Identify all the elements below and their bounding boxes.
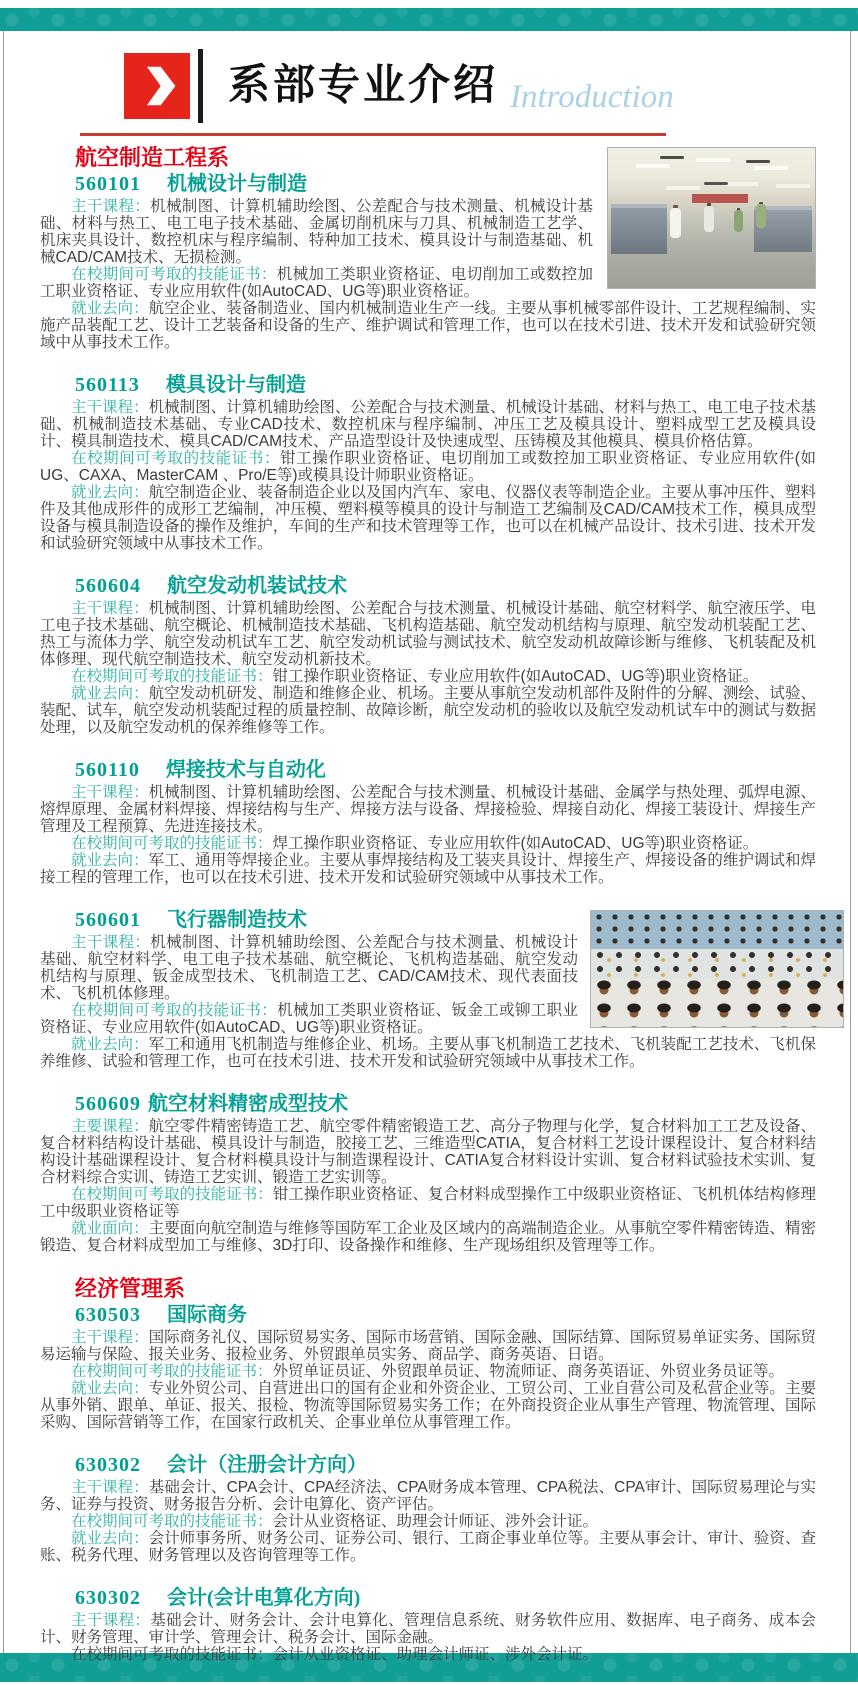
major-heading: [75, 1586, 816, 1610]
major-block: [40, 574, 816, 736]
major-block: [40, 908, 816, 1070]
field-paragraph: [40, 1646, 816, 1663]
major-block: [40, 758, 816, 886]
field-paragraph: [40, 300, 816, 351]
field-label: 主干课程：: [71, 399, 149, 416]
major-name: 会计（注册会计方向）: [167, 1454, 367, 1476]
field-text: 会计从业资格证、助理会计师证、涉外会计证。: [272, 1646, 599, 1663]
field-text: 航空零件精密铸造工艺、航空零件精密锻造工艺、高分子物理与化学，复合材料加工工艺及设备、复合材料结构设计基础、模具设计与制造，胶接工艺、三维造型CATIA，复合材料工艺设计课程设计、复合材料结构设计基础课程设计、复合材料模具设计与制造课程设计、CATIA复合材料设计实训、复合材料试验技术实训、复合材料综合实训、铸造工艺实训、锻造工艺实训等。: [40, 1118, 816, 1186]
field-text: 基础会计、CPA会计、CPA经济法、CPA财务成本管理、CPA税法、CPA审计、国际贸易理论与实务、证券与投资、财务报告分析、会计电算化、资产评估。: [40, 1479, 816, 1513]
field-label: 主干课程：: [71, 198, 151, 215]
field-paragraph: [40, 1329, 816, 1363]
field-paragraph: [40, 1036, 816, 1070]
field-text: 航空发动机研发、制造和维修企业、机场。主要从事航空发动机部件及附件的分解、测绘、试验、装配、试车，航空发动机装配过程的质量控制、故障诊断，航空发动机的验收以及航空发动机试车中的测试与数据处理，以及航空发动机的保养维修等工作。: [40, 685, 816, 736]
field-label: 主要课程：: [71, 1118, 149, 1135]
field-label: 就业去向：: [71, 300, 149, 317]
field-text: 机械制图、计算机辅助绘图、公差配合与技术测量、机械设计基础、材料与热工、电工电子技术基础、金属切削机床与刀具、机械制造工艺学、机床夹具设计、数控机床与程序编制、特种加工技术、模具设计与制造基础、机械CAD/CAM技术、无损检测。: [40, 198, 593, 266]
field-label: 在校期间可考取的技能证书：: [71, 450, 281, 467]
field-label: 主干课程：: [71, 1479, 149, 1496]
photo-detail: [591, 949, 843, 979]
major-code: 630302: [75, 1587, 141, 1609]
field-text: 机械加工类职业资格证、电切削加工或数控加工职业资格证、专业应用软件(如AutoCAD、UG等)职业资格证。: [40, 266, 593, 300]
major-code: 630503: [75, 1304, 141, 1326]
field-paragraph: [40, 1186, 816, 1220]
field-paragraph: [40, 852, 816, 886]
field-label: 在校期间可考取的技能证书：: [71, 266, 277, 283]
field-paragraph: [40, 484, 816, 552]
field-label: 主干课程：: [71, 1329, 149, 1346]
department-heading: 经济管理系: [75, 1276, 186, 1301]
major-heading: [75, 373, 816, 397]
field-label: 主干课程：: [71, 1612, 151, 1629]
field-label: 在校期间可考取的技能证书：: [71, 1363, 273, 1380]
photo-detail: [734, 210, 743, 232]
field-text: 机械制图、计算机辅助绘图、公差配合与技术测量、机械设计基础、航空材料学、航空液压学、电工电子技术基础、航空概论、机械制造技术基础、飞机构造基础、航空发动机结构与原理、航空发动机装配工艺、热工与流体力学、航空发动机试车工艺、航空发动机试验与测试技术、航空发动机故障诊断与维修、飞机装配及机体修理、现代航空制造技术、航空发动机新技术。: [40, 600, 816, 668]
major-block: [40, 373, 816, 552]
major-code: 560110: [75, 759, 140, 781]
field-text: 机械制图、计算机辅助绘图、公差配合与技术测量、机械设计基础、金属学与热处理、弧焊电源、熔焊原理、金属材料焊接、焊接结构与生产、焊接方法与设备、焊接检验、焊接自动化、焊接工装设计、焊接生产管理及工程预算、先进连接技术。: [40, 784, 816, 835]
field-text: 机械制图、计算机辅助绘图、公差配合与技术测量、机械设计基础、材料与热工、电工电子技术基础、机械制造技术基础、专业CAD技术、数控机床与程序编制、冲压工艺及模具设计、塑料成型工艺及模具设计、模具制造技术、模具CAD/CAM技术、产品造型设计及快速成型、压铸模及其他模具、模具价格估算。: [40, 399, 816, 450]
major-name: 航空材料精密成型技术: [148, 1093, 348, 1115]
field-paragraph: [40, 600, 816, 668]
field-label: 就业面向：: [71, 1220, 149, 1237]
field-text: 专业外贸公司、自营进出口的国有企业和外资企业、工贸公司、工业自营公司及私营企业等。主要从事外销、跟单、单证、报关、报检、物流等国际贸易实务工作；在外商投资企业从事生产管理、物流管理、国际采购、国际营销等工作，在国家行政机关、企事业单位从事管理工作。: [40, 1380, 816, 1431]
department-section-aviation-manufacturing: [40, 145, 816, 1254]
major-name: 航空发动机装试技术: [167, 575, 347, 597]
field-paragraph: [40, 1530, 816, 1564]
field-paragraph: [40, 1479, 816, 1513]
field-text: 焊工操作职业资格证、专业应用软件(如AutoCAD、UG等)职业资格证。: [272, 835, 759, 852]
field-text: 国际商务礼仪、国际贸易实务、国际市场营销、国际金融、国际结算、国际贸易单证实务、国际贸易运输与保险、报关业务、报检业务、外贸跟单员实务、商品学、商务英语、日语。: [40, 1329, 816, 1363]
major-name: 国际商务: [167, 1304, 247, 1326]
field-paragraph: [40, 1380, 816, 1431]
field-label: 主干课程：: [71, 934, 151, 951]
major-block: [40, 1586, 816, 1663]
major-name: 机械设计与制造: [167, 173, 307, 195]
field-paragraph: [40, 835, 816, 852]
field-label: 在校期间可考取的技能证书：: [71, 835, 273, 852]
photo-detail: [660, 156, 684, 159]
field-text: 钳工操作职业资格证、专业应用软件(如AutoCAD、UG等)职业资格证。: [272, 668, 759, 685]
page-header: [40, 45, 816, 139]
field-text: 钳工操作职业资格证、复合材料成型操作工中级职业资格证、飞机机体结构修理工中级职业资格证等: [40, 1186, 816, 1220]
field-paragraph: [40, 1220, 816, 1254]
field-paragraph: [40, 1118, 816, 1186]
field-text: 航空企业、装备制造业、国内机械制造业生产一线。主要从事机械零部件设计、工艺规程编制、实施产品装配工艺、设计工艺装备和设备的生产、维护调试和管理工作，也可以在技术引进、技术开发和试验研究领域中从事技术工作。: [40, 300, 816, 351]
photo-detail: [611, 204, 667, 254]
major-code: 560604: [75, 575, 141, 597]
department-section-economic-management: [40, 1276, 816, 1663]
field-label: 在校期间可考取的技能证书：: [71, 1186, 273, 1203]
major-code: 630302: [75, 1454, 141, 1476]
photo-detail: [591, 979, 843, 1027]
field-text: 钳工操作职业资格证、电切削加工或数控加工职业资格证、专业应用软件(如UG、CAXA、MasterCAM 、Pro/E等)或模具设计师职业资格证。: [40, 450, 816, 484]
photo-detail: [756, 204, 766, 228]
major-name: 模具设计与制造: [165, 374, 306, 396]
field-label: 在校期间可考取的技能证书：: [71, 1002, 278, 1019]
major-heading: [75, 758, 816, 782]
top-teal-bar: [0, 8, 858, 31]
field-paragraph: [40, 399, 816, 450]
field-label: 在校期间可考取的技能证书：: [71, 1646, 273, 1663]
field-paragraph: [40, 1612, 816, 1646]
major-name: 焊接技术与自动化: [165, 759, 326, 781]
field-label: 就业去向：: [71, 1380, 149, 1397]
field-text: 机械加工类职业资格证、钣金工或铆工职业资格证、专业应用软件(如AutoCAD、UG等)职业资格证。: [40, 1002, 578, 1036]
field-text: 会计师事务所、财务公司、证券公司、银行、工商企事业单位等。主要从事会计、审计、验资、查账、税务代理、财务管理以及咨询管理等工作。: [40, 1530, 816, 1564]
major-code: 560601: [75, 909, 141, 931]
header-divider-bar: [198, 49, 203, 123]
field-text: 军工和通用飞机制造与维修企业、机场。主要从事飞机制造工艺技术、飞机装配工艺技术、飞机保养维修、试验和管理工作，也可在技术引进、技术开发和试验研究领域中从事技术工作。: [40, 1036, 816, 1070]
photo-detail: [692, 194, 748, 203]
students-photo: [590, 910, 844, 1028]
major-heading: [75, 1092, 816, 1116]
field-label: 就业去向：: [71, 852, 149, 869]
field-label: 在校期间可考取的技能证书：: [71, 668, 273, 685]
field-paragraph: [40, 784, 816, 835]
field-label: 就业去向：: [71, 484, 149, 501]
photo-detail: [636, 164, 670, 168]
field-text: 主要面向航空制造与维修等国防军工企业及区域内的高端制造企业。从事航空零件精密铸造、精密锻造、复合材料成型加工与维修、3D打印、设备操作和维修、生产现场组织及管理等工作。: [40, 1220, 816, 1254]
major-code: 560101: [75, 173, 141, 195]
major-block: [40, 1303, 816, 1431]
major-heading: [75, 1453, 816, 1477]
department-heading: 航空制造工程系: [75, 145, 230, 170]
field-paragraph: [40, 450, 816, 484]
field-label: 在校期间可考取的技能证书：: [71, 1513, 273, 1530]
major-code: 560609: [75, 1093, 141, 1115]
field-label: 主干课程：: [71, 600, 149, 617]
field-text: 会计从业资格证、助理会计师证、涉外会计证。: [272, 1513, 599, 1530]
field-paragraph: [40, 1363, 816, 1380]
header-underline: [80, 133, 666, 136]
field-text: 机械制图、计算机辅助绘图、公差配合与技术测量、机械设计基础、航空材料学、电工电子技术基础、航空概论、飞机构造基础、航空发动机结构与原理、钣金成型技术、飞机制造工艺、CAD/CAM技术、现代表面技术、飞机机体修理。: [40, 934, 578, 1002]
field-paragraph: [40, 1513, 816, 1530]
major-heading: [75, 574, 816, 598]
field-label: 就业去向：: [71, 1530, 149, 1547]
field-text: 航空制造企业、装备制造企业以及国内汽车、家电、仪器仪表等制造企业。主要从事冲压件、塑料件及其他成形件的成形工艺编制，冲压模、塑料模等模具的设计与制造工艺编制及CAD/CAM技术工作，模具成型设备与模具制造设备的操作及维护，车间的生产和技术管理等工作，也可以在机械产品设计、技术引进、技术开发和试验研究领域中从事技术工作。: [40, 484, 816, 552]
red-logo-tile: [124, 53, 190, 119]
page-subtitle: Introduction: [510, 79, 674, 115]
field-text: 军工、通用等焊接企业。主要从事焊接结构及工装夹具设计、焊接生产、焊接设备的维护调试和焊接工程的管理工作，也可以在技术引进、技术开发和试验研究领域中从事技术工作。: [40, 852, 816, 886]
workshop-photo: [607, 147, 816, 289]
major-heading: [75, 1303, 816, 1327]
page-title: 系部专业介绍: [228, 61, 499, 108]
chevron-right-icon: [134, 62, 180, 110]
field-label: 就业去向：: [71, 1036, 149, 1053]
photo-detail: [591, 911, 843, 949]
field-paragraph: [40, 685, 816, 736]
photo-detail: [670, 208, 681, 238]
field-paragraph: [40, 668, 816, 685]
content-frame: [3, 31, 851, 1663]
major-name: 飞行器制造技术: [167, 909, 307, 931]
field-label: 主干课程：: [71, 784, 149, 801]
field-text: 基础会计、财务会计、会计电算化、管理信息系统、财务软件应用、数据库、电子商务、成本会计、财务管理、审计学、管理会计、税务会计、国际金融。: [40, 1612, 816, 1646]
major-block: [40, 1092, 816, 1254]
major-block: [40, 1453, 816, 1564]
major-code: 560113: [75, 374, 140, 396]
field-text: 外贸单证员证、外贸跟单员证、物流师证、商务英语证、外贸业务员证等。: [272, 1363, 785, 1380]
field-label: 就业去向：: [71, 685, 149, 702]
major-name: 会计(会计电算化方向): [167, 1587, 361, 1609]
photo-detail: [704, 206, 714, 232]
